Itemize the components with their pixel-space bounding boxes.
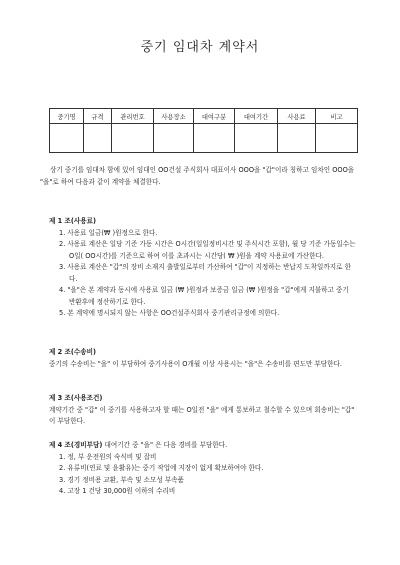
cell-usage-place: [154, 124, 194, 153]
list-item: 3. 사용료 계산은 "갑"의 장비 소재지 출발일로부터 가산하여 "갑"이 지정하는 반납지 도착일까지로 한다.: [59, 263, 351, 283]
header-rental-period: 대여기간: [235, 109, 278, 124]
article-4: [49, 440, 357, 498]
article-1: [49, 216, 357, 320]
article-3: [49, 393, 357, 428]
list-item: 4. "을"은 본 계약과 동시에 사용료 일금 (₩ )원정과 보증금 일금 (₩ )원정을 "갑"에게 지불하고 중기 반환후에 정산하기로 한다.: [59, 286, 349, 306]
cell-usage-fee: [278, 124, 316, 153]
cell-management-number: [112, 124, 154, 153]
header-equipment-name: 중기명: [50, 109, 84, 124]
article-heading: 제 1 조(사용료): [49, 217, 97, 225]
header-spec: 규격: [84, 109, 112, 124]
list-item: 5. 본 계약에 명시되지 않는 사항은 OO건설주식회사 중기관리규정에 의한다.: [59, 309, 280, 317]
list-item: 4. 고장 1 건당 30,000원 이하의 수리비: [59, 487, 176, 495]
equipment-table: [49, 108, 358, 153]
table-row: [50, 124, 358, 153]
intro-paragraph: 상기 중기를 임대차 함에 있어 임대인 OO건설 주식회사 대표이사 OOO을 "갑"이라 칭하고 임차인 OOO을 "을"로 하여 다음과 같이 계약을 체결한다.: [40, 166, 355, 186]
cell-rental-period: [235, 124, 278, 153]
article-heading: 제 2 조(수송비): [49, 348, 97, 356]
cell-equipment-name: [50, 124, 84, 153]
list-item: 1. 사용료 일금(₩ )원정으로 한다.: [59, 228, 158, 237]
article-heading: 제 3 조(사용조건): [49, 394, 103, 402]
article-body: 계약기간 중 "갑" 이 중기를 사용하고자 할 때는 O일전 "을" 에게 통보하고 철수할 수 있으며 회송비는 "갑" 이 부담한다.: [49, 405, 355, 425]
list-item: 1. 정, 부 운전원의 숙식비 및 잡비: [59, 452, 157, 461]
article-heading: 제 4 조(경비부담): [49, 441, 103, 449]
list-item: 2. 사용료 계산은 일당 기준 가동 시간은 O시간(일일정비시간 및 주식시간 포함), 월 당 기준 가동일수는 O일( OO시간)를 기준으로 하여 이를 초과시는 시간당( ₩ )원을 계약 사용료에 가산한다.: [59, 240, 356, 260]
article-heading-text: 대여기간 중 "을" 은 다음 경비를 부담한다.: [102, 441, 228, 449]
header-usage-fee: 사용료: [278, 109, 316, 124]
cell-rental-type: [194, 124, 235, 153]
header-remarks: 비고: [316, 109, 358, 124]
cell-remarks: [316, 124, 358, 153]
header-rental-type: 대여구분: [194, 109, 235, 124]
article-2: [49, 347, 357, 370]
document-title: 중기 임대차 계약서: [140, 40, 260, 55]
header-management-number: 관리번호: [112, 109, 154, 124]
list-item: 2. 유류비(연료 및 윤활유)는 중기 작업에 지장이 없게 확보하여야 한다.: [59, 464, 264, 472]
article-body: 중기의 수송비는 "을" 이 부담하여 중기사용이 O개월 이상 사용시는 "을"은 수송비를 편도만 부담한다.: [49, 359, 342, 368]
header-usage-place: 사용장소: [154, 109, 194, 124]
cell-spec: [84, 124, 112, 153]
table-header-row: [50, 109, 358, 124]
list-item: 3. 경기 정비용 교환, 부속 및 소모성 부속품: [59, 475, 184, 484]
